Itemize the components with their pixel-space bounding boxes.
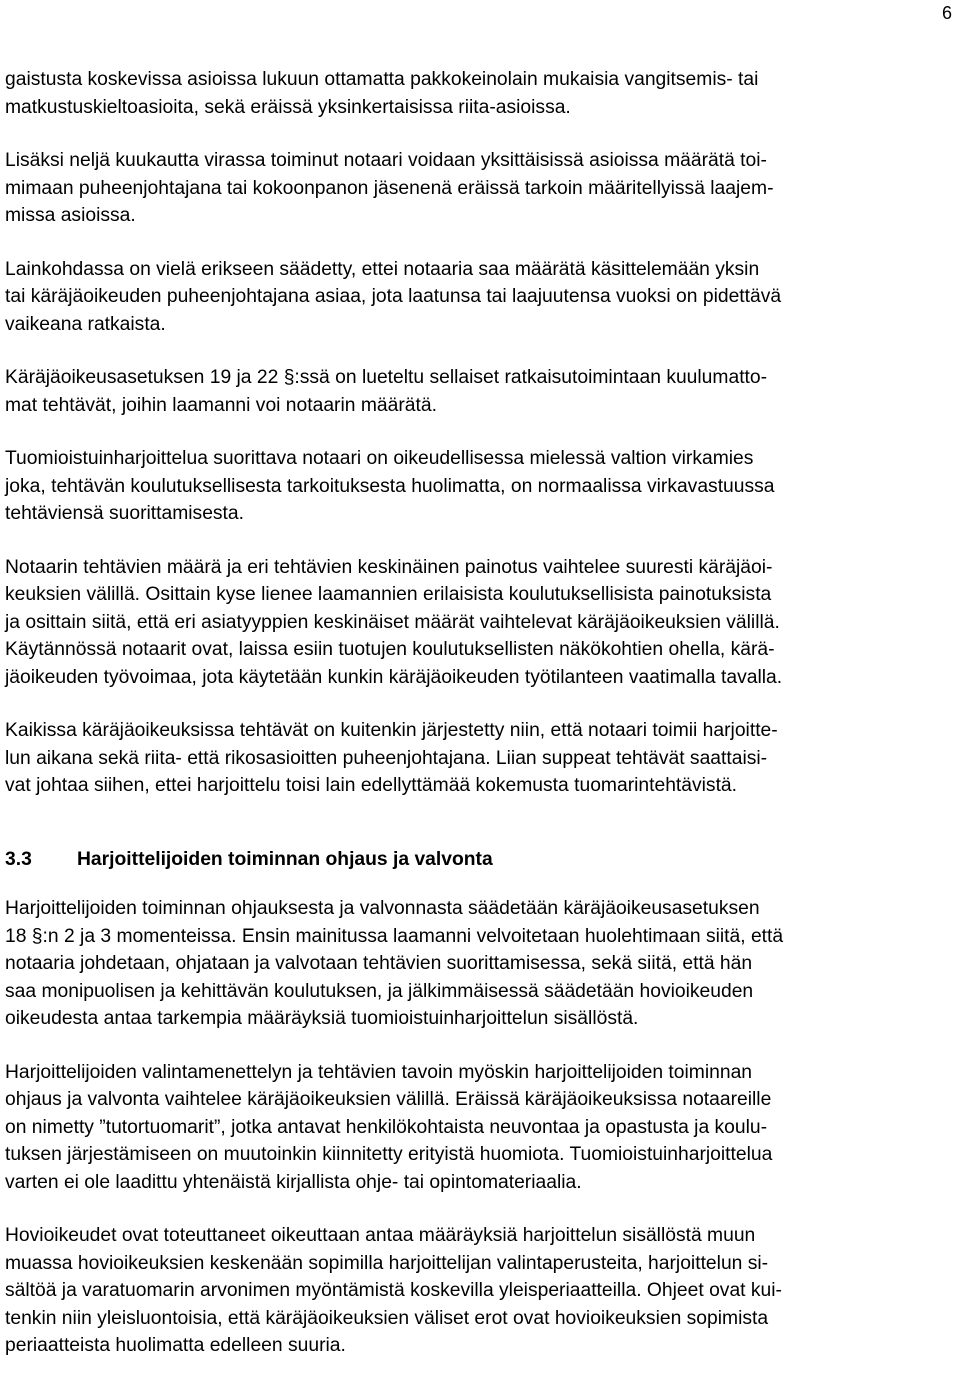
paragraph bbox=[5, 1222, 955, 1360]
section-number: 3.3 bbox=[5, 848, 32, 870]
paragraph bbox=[5, 445, 955, 528]
document-body bbox=[5, 66, 955, 1360]
text-line: gaistusta koskevissa asioissa lukuun ottamatta pakkokeinolain mukaisia vangitsemis- tai bbox=[5, 69, 759, 90]
text-line: vaikeana ratkaista. bbox=[5, 313, 166, 335]
text-line: Harjoittelijoiden valintamenettelyn ja tehtävien tavoin myöskin harjoittelijoiden toiminnan bbox=[5, 1061, 753, 1083]
text-line: Lainkohdassa on vielä erikseen säädetty, ettei notaaria saa määrätä käsittelemään yksin bbox=[5, 258, 760, 280]
text-line: jäoikeuden työvoimaa, jota käytetään kunkin käräjäoikeuden työtilanteen vaatimalla tavalla. bbox=[5, 666, 783, 688]
paragraph bbox=[5, 66, 955, 121]
text-line: tenkin niin yleisluontoisia, että käräjäoikeuksien väliset erot ovat hovioikeuksien sopimista bbox=[5, 1307, 769, 1329]
text-line: on nimetty ”tutortuomarit”, jotka antavat henkilökohtaista neuvontaa ja opastusta ja koulu- bbox=[5, 1116, 768, 1138]
text-line: varten ei ole laadittu yhtenäistä kirjallista ohje- tai opintomateriaalia. bbox=[5, 1171, 582, 1193]
text-line: sältöä ja varatuomarin arvonimen myöntämistä koskevilla yleisperiaatteilla. Ohjeet ovat kui- bbox=[5, 1280, 782, 1301]
section-heading bbox=[5, 846, 955, 874]
text-line: joka, tehtävän koulutuksellisesta tarkoituksesta huolimatta, on normaalissa virkavastuussa bbox=[5, 475, 775, 497]
text-line: Harjoittelijoiden toiminnan ohjauksesta ja valvonnasta säädetään käräjäoikeusasetuksen bbox=[5, 898, 760, 919]
paragraph bbox=[5, 147, 955, 230]
text-line: muassa hovioikeuksien keskenään sopimilla harjoittelijan valintaperusteita, harjoittelun si- bbox=[5, 1252, 769, 1274]
text-line: keuksien välillä. Osittain kyse lienee laamannien erilaisista koulutuksellisista painotuksista bbox=[5, 584, 772, 605]
text-line: Tuomioistuinharjoittelua suorittava notaari on oikeudellisessa mielessä valtion virkamies bbox=[5, 448, 754, 469]
text-line: lun aikana sekä riita- että rikosasioitten puheenjohtajana. Liian suppeat tehtävät saattaisi- bbox=[5, 747, 768, 769]
text-line: ohjaus ja valvonta vaihtelee käräjäoikeuksien välillä. Eräissä käräjäoikeuksissa notaareille bbox=[5, 1089, 772, 1110]
text-line: Käräjäoikeusasetuksen 19 ja 22 §:ssä on lueteltu sellaiset ratkaisutoimintaan kuulumatto- bbox=[5, 367, 768, 388]
text-line: Lisäksi neljä kuukautta virassa toiminut notaari voidaan yksittäisissä asioissa määrätä toi- bbox=[5, 150, 767, 171]
text-line: vat johtaa siihen, ettei harjoittelu toisi lain edellyttämää kokemusta tuomarintehtävistä. bbox=[5, 775, 738, 796]
text-line: 18 §:n 2 ja 3 momenteissa. Ensin mainitussa laamanni velvoitetaan huolehtimaan siitä, että bbox=[5, 925, 784, 947]
text-line: tai käräjäoikeuden puheenjohtajana asiaa, jota laatunsa tai laajuutensa vuoksi on pidettävä bbox=[5, 286, 782, 307]
paragraph bbox=[5, 895, 955, 1033]
paragraph bbox=[5, 364, 955, 419]
text-line: matkustuskieltoasioita, sekä eräissä yksinkertaisissa riita-asioissa. bbox=[5, 96, 571, 118]
paragraph bbox=[5, 554, 955, 692]
text-line: tehtäviensä suorittamisesta. bbox=[5, 503, 244, 524]
paragraph bbox=[5, 717, 955, 800]
text-line: Käytännössä notaarit ovat, laissa esiin tuotujen koulutuksellisten näkökohtien ohella, kärä- bbox=[5, 639, 775, 660]
text-line: notaaria johdetaan, ohjataan ja valvotaan tehtävien suorittamisessa, sekä siitä, että hän bbox=[5, 953, 753, 974]
text-line: Notaarin tehtävien määrä ja eri tehtävien keskinäinen painotus vaihtelee suuresti käräjäoi- bbox=[5, 556, 773, 578]
paragraph bbox=[5, 1059, 955, 1197]
page-number: 6 bbox=[941, 3, 952, 23]
text-line: mimaan puheenjohtajana tai kokoonpanon jäsenenä eräissä tarkoin määritellyissä laajem- bbox=[5, 177, 774, 199]
text-line: Kaikissa käräjäoikeuksissa tehtävät on kuitenkin järjestetty niin, että notaari toimii harjoitte- bbox=[5, 720, 778, 741]
text-line: tuksen järjestämiseen on muutoinkin kiinnitetty erityistä huomiota. Tuomioistuinharjoittelua bbox=[5, 1144, 773, 1165]
text-line: missa asioissa. bbox=[5, 205, 136, 226]
section-title: Harjoittelijoiden toiminnan ohjaus ja valvonta bbox=[77, 848, 493, 870]
text-line: oikeudesta antaa tarkempia määräyksiä tuomioistuinharjoittelun sisällöstä. bbox=[5, 1008, 639, 1029]
text-line: saa monipuolisen ja kehittävän koulutuksen, ja jälkimmäisessä säädetään hovioikeuden bbox=[5, 980, 754, 1002]
text-line: Hovioikeudet ovat toteuttaneet oikeuttaan antaa määräyksiä harjoittelun sisällöstä muun bbox=[5, 1225, 756, 1246]
paragraph bbox=[5, 256, 955, 339]
text-line: ja osittain siitä, että eri asiatyyppien keskinäiset määrät vaihtelevat käräjäoikeuksien välillä. bbox=[5, 611, 780, 633]
text-line: periaatteista huolimatta edelleen suuria. bbox=[5, 1335, 346, 1356]
text-line: mat tehtävät, joihin laamanni voi notaarin määrätä. bbox=[5, 394, 437, 416]
